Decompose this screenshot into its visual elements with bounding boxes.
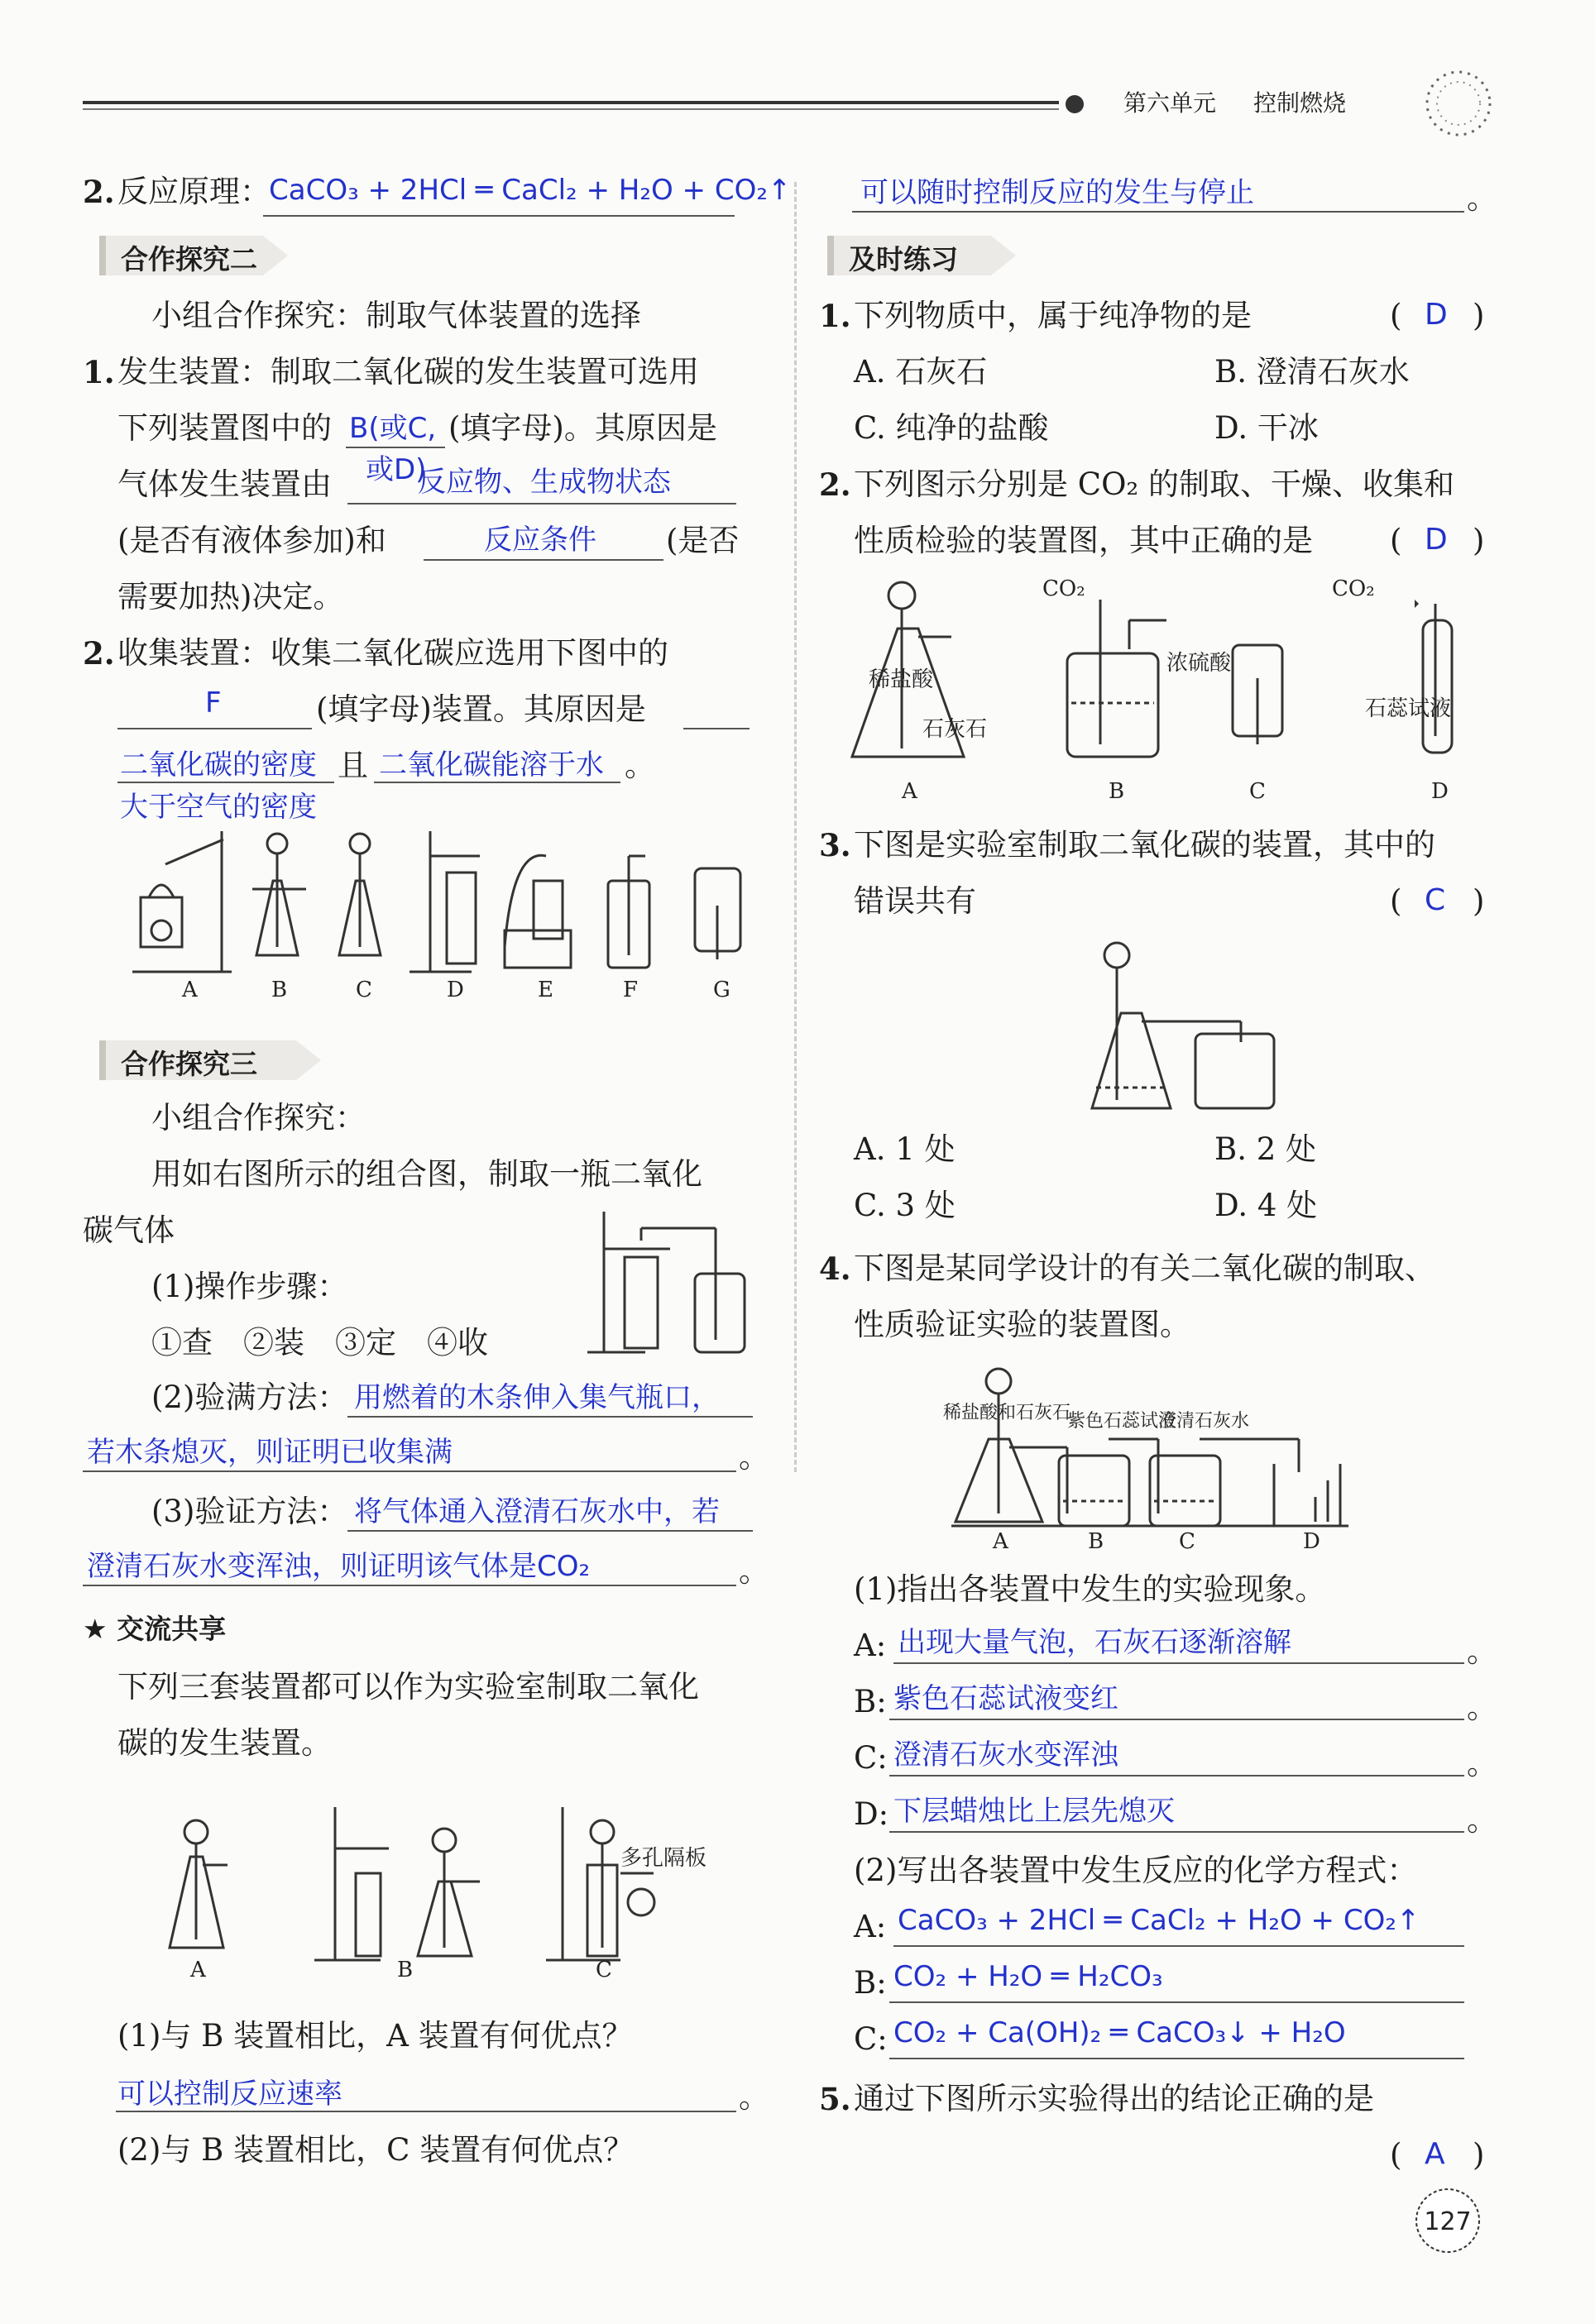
share-label-b: B <box>397 1958 414 1981</box>
rq4-phen-d: 下层蜡烛比上层先熄灭 <box>893 1795 1175 1828</box>
rq4-phen-b: 紫色石蕊试液变红 <box>893 1682 1118 1715</box>
rq3-answer: C <box>1425 883 1446 917</box>
q1-answer2: 或D) <box>366 453 427 486</box>
rq4-line1: 下图是某同学设计的有关二氧化碳的制取、 <box>854 1250 1435 1286</box>
rq4-phen-a: 出现大量气泡，石灰石逐渐溶解 <box>898 1626 1291 1659</box>
share-q2: (2)与 B 装置相比，C 装置有何优点？ <box>117 2132 635 2168</box>
rq2-line2: 性质检验的装置图，其中正确的是 <box>854 523 1313 558</box>
rq3-opt-d: D. 4 处 <box>1214 1188 1318 1223</box>
q1-line4a: (是否有液体参加)和 <box>117 523 386 558</box>
rq2-answer: D <box>1425 523 1448 557</box>
rq5-paren-r: ) <box>1473 2137 1485 2173</box>
fig1-label-b: B <box>271 978 288 1001</box>
q2-answer3: 二氧化碳能溶于水 <box>379 748 604 782</box>
sec3-apparatus-figure <box>579 1207 761 1356</box>
rq1-opt-b: B. 澄清石灰水 <box>1214 354 1410 390</box>
practice-tag-text: 及时练习 <box>849 243 958 275</box>
rq2-line1: 下列图示分别是 CO₂ 的制取、干燥、收集和 <box>854 466 1454 502</box>
rq4-eq-blank-a <box>893 1945 1464 1947</box>
rq3-figure <box>1075 935 1291 1117</box>
rq4-litmus-label: 紫色石蕊试液 <box>1067 1411 1177 1432</box>
share-label-a: A <box>190 1958 206 1981</box>
rq2-litmus-label: 石蕊试液 <box>1365 696 1452 721</box>
header-title: 控制燃烧 <box>1253 89 1347 117</box>
rq1-answer: D <box>1425 298 1448 332</box>
rq1-num: 1. <box>819 298 851 334</box>
header-unit: 第六单元 <box>1123 89 1217 117</box>
header-rule-thin <box>83 108 1059 110</box>
rq4-figure <box>943 1356 1423 1555</box>
q2-blank1b <box>683 728 750 729</box>
q2-blank1 <box>117 728 312 729</box>
rq3-paren-l: ( <box>1390 883 1402 919</box>
rq5-paren-l: ( <box>1390 2137 1402 2173</box>
sec3-check-label: (2)验满方法： <box>151 1380 348 1415</box>
rq4-phen-d-label: D: <box>854 1796 889 1832</box>
rq5-text: 通过下图所示实验得出的结论正确的是 <box>854 2081 1374 2116</box>
rq2-stone-label: 石灰石 <box>922 717 988 742</box>
sec3-dot1: 。 <box>739 1439 769 1475</box>
rq5-num: 5. <box>819 2081 851 2117</box>
sec3-step-label: (1)操作步骤： <box>151 1269 348 1304</box>
sec2-tag <box>99 236 263 275</box>
rq4-lime-label: 澄清石灰水 <box>1158 1411 1250 1432</box>
rq2-paren-l: ( <box>1390 523 1402 558</box>
rq4-blank-b <box>889 1719 1464 1720</box>
q2-answer2b: 大于空气的密度 <box>120 791 317 824</box>
sec2-intro: 小组合作探究：制取气体装置的选择 <box>151 298 641 333</box>
rq4-label-d: D <box>1303 1529 1320 1554</box>
q1-line4b: (是否 <box>666 523 740 558</box>
rq2-paren-r: ) <box>1473 523 1485 558</box>
q1-answer4: 反应条件 <box>484 524 596 557</box>
sec3-intro: 小组合作探究： <box>151 1100 366 1136</box>
rq4-dot-a: 。 <box>1467 1633 1497 1669</box>
p2-answer: CaCO₃ + 2HCl ═ CaCl₂ + H₂O + CO₂↑ <box>269 174 792 207</box>
header-ornament-icon <box>1421 66 1496 141</box>
p2-label: 反应原理： <box>117 174 271 209</box>
page-number-badge <box>1406 2183 1489 2258</box>
rq1-text: 下列物质中，属于纯净物的是 <box>854 298 1252 333</box>
sec3-check-answer2: 若木条熄灭，则证明已收集满 <box>87 1436 453 1469</box>
share-label-c: C <box>596 1958 612 1981</box>
rq4-eq-b-label: B: <box>854 1965 887 2001</box>
rq4-eq-c-label: C: <box>854 2021 888 2057</box>
header-rule <box>83 101 1059 104</box>
q2-blank2 <box>117 782 334 783</box>
share-title: ★ 交流共享 <box>83 1613 227 1645</box>
rq2-num: 2. <box>819 466 851 503</box>
q1-blank2 <box>347 503 736 504</box>
rq1-opt-d: D. 干冰 <box>1214 410 1319 446</box>
rq5-answer: A <box>1425 2137 1445 2171</box>
page-number: 127 <box>1424 2207 1472 2236</box>
rq2-conc-label: 浓硫酸 <box>1166 651 1232 676</box>
rq4-blank-c <box>889 1775 1464 1776</box>
rq4-dot-b: 。 <box>1467 1690 1497 1725</box>
q1-line2a: 下列装置图中的 <box>117 410 332 446</box>
rq4-eq-c: CO₂ + Ca(OH)₂ ═ CaCO₃↓ + H₂O <box>893 2016 1346 2049</box>
fig1-label-f: F <box>623 978 639 1001</box>
rq4-label-a: A <box>993 1529 1008 1554</box>
rq4-eq-blank-b <box>889 2001 1464 2003</box>
sec3-blank3 <box>347 1530 753 1532</box>
sec3-verify-label: (3)验证方法： <box>151 1494 348 1529</box>
rq4-eq-b: CO₂ + H₂O ═ H₂CO₃ <box>893 1960 1163 1993</box>
rq2-co2-label-d: CO₂ <box>1332 576 1375 601</box>
sec3-tag-text: 合作探究三 <box>121 1048 257 1080</box>
share-porous-label: 多孔隔板 <box>620 1846 707 1871</box>
rq4-blank-d <box>889 1831 1464 1833</box>
q1-line2b: (填字母)。其原因是 <box>448 410 717 446</box>
p2-blank <box>263 215 735 217</box>
rq4-num: 4. <box>819 1250 851 1287</box>
sec3-line1: 用如右图所示的组合图，制取一瓶二氧化 <box>151 1156 702 1192</box>
rq4-phen-b-label: B: <box>854 1684 887 1719</box>
rq4-blank-a <box>893 1662 1464 1664</box>
rq4-eq-blank-c <box>889 2058 1464 2059</box>
sec2-tag-text: 合作探究二 <box>121 243 257 275</box>
header-dot <box>1066 95 1084 113</box>
q1-line1: 发生装置：制取二氧化碳的发生装置可选用 <box>117 354 699 390</box>
share-a1: 可以控制反应速率 <box>117 2078 342 2111</box>
sec3-verify-answer1: 将气体通入澄清石灰水中，若 <box>354 1495 720 1528</box>
rq2-co2-label-b: CO₂ <box>1042 576 1085 601</box>
sec3-dot2: 。 <box>739 1553 769 1589</box>
rq1-opt-c: C. 纯净的盐酸 <box>854 410 1049 446</box>
q2-mid: 且 <box>338 748 368 783</box>
rq4-phen-c: 澄清石灰水变浑浊 <box>893 1738 1118 1772</box>
share-blank1 <box>116 2111 736 2112</box>
q1-line3a: 气体发生装置由 <box>117 466 332 502</box>
q2-end: 。 <box>625 748 655 783</box>
rq3-opt-b: B. 2 处 <box>1214 1131 1317 1167</box>
fig1-label-e: E <box>538 978 553 1001</box>
rq1-paren-l: ( <box>1390 298 1402 333</box>
column-divider <box>794 182 797 1472</box>
rq3-opt-a: A. 1 处 <box>854 1131 956 1167</box>
rq1-opt-a: A. 石灰石 <box>854 354 988 390</box>
sec3-tag <box>99 1040 296 1080</box>
fig1-label-d: D <box>447 978 464 1001</box>
apparatus-figure-a-g <box>116 823 761 1001</box>
rq4-dot-c: 。 <box>1467 1746 1497 1781</box>
rq4-phen-a-label: A: <box>854 1628 887 1663</box>
share-line1: 下列三套装置都可以作为实验室制取二氧化 <box>117 1669 699 1705</box>
fig1-label-c: C <box>356 978 372 1001</box>
rq3-num: 3. <box>819 827 851 863</box>
rq2-label-d: D <box>1431 779 1449 804</box>
rq2-label-b: B <box>1109 779 1125 804</box>
rq2-acid-label: 稀盐酸 <box>869 667 934 692</box>
rq4-label-c: C <box>1179 1529 1195 1554</box>
rq3-line1: 下图是实验室制取二氧化碳的装置，其中的 <box>854 827 1435 863</box>
rq4-label-b: B <box>1088 1529 1104 1554</box>
rq4-line2: 性质验证实验的装置图。 <box>854 1307 1190 1342</box>
rq2-figure <box>836 571 1497 811</box>
share-q1: (1)与 B 装置相比，A 装置有何优点？ <box>117 2018 633 2054</box>
q1-answer3: 反应物、生成物状态 <box>418 466 671 499</box>
top-blank <box>852 211 1464 213</box>
rq4-acidstone-label: 稀盐酸和石灰石 <box>943 1403 1071 1423</box>
rq4-phen-c-label: C: <box>854 1740 888 1776</box>
q1-answer1: B(或C, <box>349 412 437 445</box>
practice-tag <box>827 236 991 275</box>
rq2-label-a: A <box>902 779 917 804</box>
q2-answer2: 二氧化碳的密度 <box>120 748 317 782</box>
sec3-check-answer1: 用燃着的木条伸入集气瓶口， <box>354 1381 720 1414</box>
sec3-blank1 <box>347 1416 753 1418</box>
top-answer: 可以随时控制反应的发生与停止 <box>860 176 1254 209</box>
top-dot: 。 <box>1467 180 1497 216</box>
rq4-dot-d: 。 <box>1467 1802 1497 1838</box>
rq3-opt-c: C. 3 处 <box>854 1188 956 1223</box>
rq4-eq-a: CaCO₃ + 2HCl ═ CaCl₂ + H₂O + CO₂↑ <box>898 1904 1420 1937</box>
rq1-paren-r: ) <box>1473 298 1485 333</box>
fig1-label-a: A <box>182 978 198 1001</box>
q1-line5: 需要加热)决定。 <box>117 579 344 614</box>
sec3-blank2 <box>83 1470 736 1472</box>
sec3-blank4 <box>83 1585 736 1586</box>
q1-blank3 <box>424 559 663 561</box>
sec3-verify-answer2: 澄清石灰水变浑浊，则证明该气体是CO₂ <box>87 1550 591 1583</box>
fig1-label-g: G <box>713 978 730 1001</box>
q2-blank3 <box>374 782 620 783</box>
rq4-sub1: (1)指出各装置中发生的实验现象。 <box>854 1571 1326 1607</box>
q1-num: 1. <box>83 354 115 390</box>
rq3-line2: 错误共有 <box>854 883 976 919</box>
sec3-line2: 碳气体 <box>83 1212 175 1248</box>
q2-num: 2. <box>83 635 115 672</box>
p2-num: 2. <box>83 174 115 210</box>
rq2-label-c: C <box>1249 779 1266 804</box>
share-apparatus-figure <box>157 1799 736 1981</box>
q2-line1: 收集装置：收集二氧化碳应选用下图中的 <box>117 635 668 671</box>
share-dot: 。 <box>739 2079 769 2115</box>
share-line2: 碳的发生装置。 <box>117 1725 332 1761</box>
q2-line2b: (填字母)装置。其原因是 <box>316 691 646 727</box>
sec3-steps: ①查 ②装 ③定 ④收 <box>151 1325 488 1360</box>
rq4-eq-a-label: A: <box>854 1909 887 1944</box>
rq3-paren-r: ) <box>1473 883 1485 919</box>
rq4-sub2: (2)写出各装置中发生反应的化学方程式： <box>854 1853 1418 1888</box>
q2-answer1: F <box>205 686 222 720</box>
